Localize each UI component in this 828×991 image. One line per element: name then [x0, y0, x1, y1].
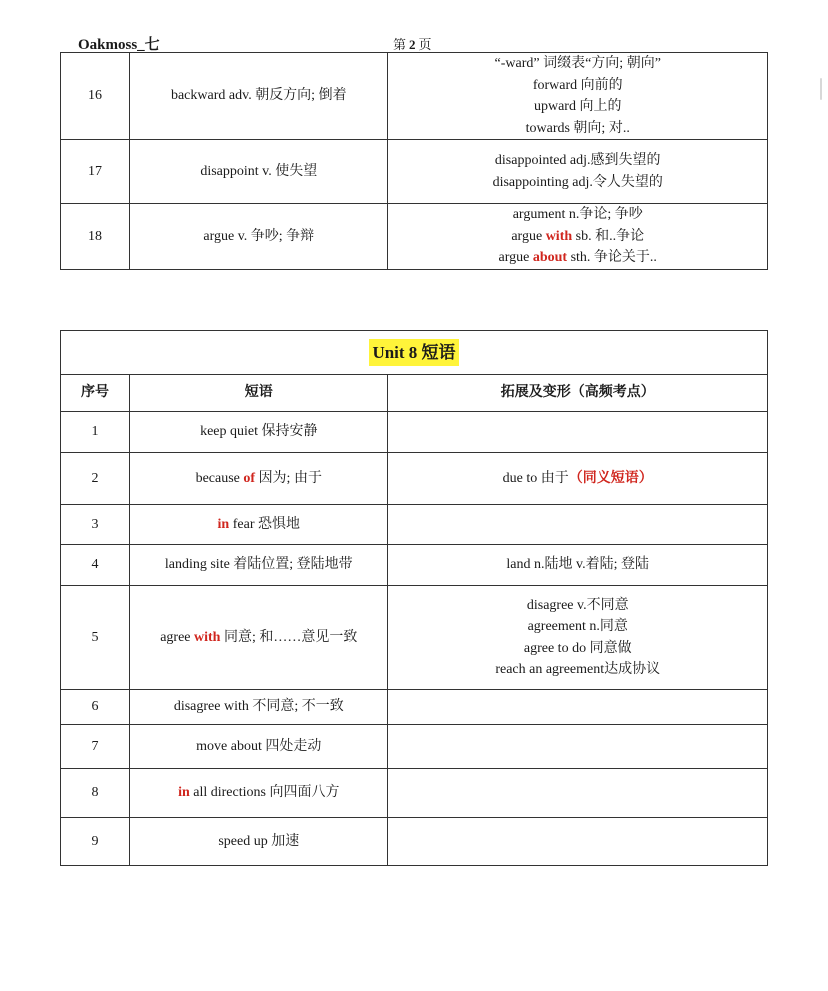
- text-segment: 因为; 由于: [255, 470, 322, 486]
- row-number: 3: [61, 505, 130, 545]
- text-segment: due to 由于: [502, 470, 569, 486]
- highlight-preposition: of: [243, 470, 256, 486]
- extension-line: “-ward” 词缀表“方向; 朝向”: [494, 56, 661, 71]
- row-number: 4: [61, 545, 130, 586]
- extension-line: [392, 247, 763, 269]
- table-row: [61, 204, 768, 270]
- extension-line: forward 向前的: [532, 77, 623, 93]
- text-segment: 同意; 和……意见一致: [220, 629, 358, 645]
- highlight-preposition: about: [532, 250, 568, 265]
- vocabulary-table: [60, 52, 768, 270]
- highlight-preposition: in: [178, 785, 190, 801]
- extension-cell: [388, 204, 768, 270]
- row-number: 6: [61, 690, 130, 725]
- header-phrase: 短语: [130, 375, 388, 412]
- extension-cell: [388, 818, 768, 866]
- phrase-cell: speed up 加速: [130, 818, 388, 866]
- extension-line: disappointing adj.令人失望的: [492, 174, 663, 190]
- row-number: 5: [61, 586, 130, 690]
- table-row: [61, 505, 768, 545]
- extension-cell: [388, 690, 768, 725]
- row-number: 9: [61, 818, 130, 866]
- row-number: 17: [61, 140, 130, 204]
- scrollbar-thumb[interactable]: [820, 78, 822, 100]
- phrase-cell: move about 四处走动: [130, 725, 388, 769]
- page-prefix: 第: [393, 37, 407, 52]
- word-cell: argue v. 争吵; 争辩: [130, 204, 388, 270]
- extension-line: towards 朝向; 对..: [525, 120, 630, 136]
- table-row: [61, 453, 768, 505]
- extension-cell: [388, 769, 768, 818]
- phrase-cell: [130, 586, 388, 690]
- row-number: 1: [61, 412, 130, 453]
- page-number: 2: [409, 37, 416, 52]
- table-title-row: [61, 331, 768, 375]
- table-row: [61, 690, 768, 725]
- extension-cell: [388, 140, 768, 204]
- extension-line: reach an agreement达成协议: [495, 662, 661, 677]
- row-number: 8: [61, 769, 130, 818]
- highlight-preposition: in: [217, 516, 230, 532]
- phrase-cell: disagree with 不同意; 不一致: [130, 690, 388, 725]
- phrase-cell: keep quiet 保持安静: [130, 412, 388, 453]
- extension-cell: land n.陆地 v.着陆; 登陆: [388, 545, 768, 586]
- text-segment: agree: [160, 629, 194, 645]
- phrase-cell: landing site 着陆位置; 登陆地带: [130, 545, 388, 586]
- table-row: [61, 769, 768, 818]
- table-header-row: [61, 375, 768, 412]
- table-row: [61, 412, 768, 453]
- word-cell: disappoint v. 使失望: [130, 140, 388, 204]
- extension-line: disappointed adj.感到失望的: [494, 153, 661, 168]
- extension-line: argument n.争论; 争吵: [512, 207, 643, 222]
- document-title: Oakmoss_七: [78, 37, 160, 53]
- extension-line: [392, 226, 763, 248]
- page-indicator: [393, 34, 432, 53]
- text-segment: fear 恐惧地: [229, 516, 300, 532]
- synonym-note: （同义短语）: [568, 470, 653, 486]
- phrase-cell: [130, 769, 388, 818]
- text-segment: because: [195, 470, 244, 486]
- extension-line: agreement n.同意: [527, 619, 628, 634]
- table-row: [61, 53, 768, 140]
- row-number: 16: [61, 53, 130, 140]
- extension-cell: [388, 412, 768, 453]
- extension-cell: [388, 53, 768, 140]
- unit-title: Unit 8 短语: [369, 339, 458, 367]
- extension-cell: [388, 505, 768, 545]
- phrase-cell: [130, 505, 388, 545]
- highlight-preposition: with: [194, 629, 221, 645]
- header-number: 序号: [61, 375, 130, 412]
- text-segment: sth. 争论关于..: [567, 250, 657, 265]
- extension-line: agree to do 同意做: [523, 640, 632, 656]
- text-segment: all directions 向四面八方: [189, 785, 340, 801]
- table-title-cell: [61, 331, 768, 375]
- unit-phrase-table: [60, 330, 768, 866]
- extension-cell: [388, 586, 768, 690]
- text-segment: sb. 和..争论: [572, 228, 645, 244]
- row-number: 18: [61, 204, 130, 270]
- extension-cell: [388, 453, 768, 505]
- table-row: [61, 545, 768, 586]
- page-suffix: 页: [418, 37, 432, 52]
- table-row: [61, 140, 768, 204]
- extension-line: disagree v.不同意: [526, 597, 629, 613]
- header-extension: 拓展及变形（高频考点）: [388, 375, 768, 412]
- text-segment: argue: [511, 228, 546, 244]
- row-number: 2: [61, 453, 130, 505]
- table-row: [61, 586, 768, 690]
- phrase-cell: [130, 453, 388, 505]
- extension-cell: [388, 725, 768, 769]
- highlight-preposition: with: [545, 228, 573, 244]
- text-segment: argue: [498, 250, 533, 265]
- extension-line: upward 向上的: [533, 99, 622, 114]
- row-number: 7: [61, 725, 130, 769]
- word-cell: backward adv. 朝反方向; 倒着: [130, 53, 388, 140]
- table-row: [61, 818, 768, 866]
- table-row: [61, 725, 768, 769]
